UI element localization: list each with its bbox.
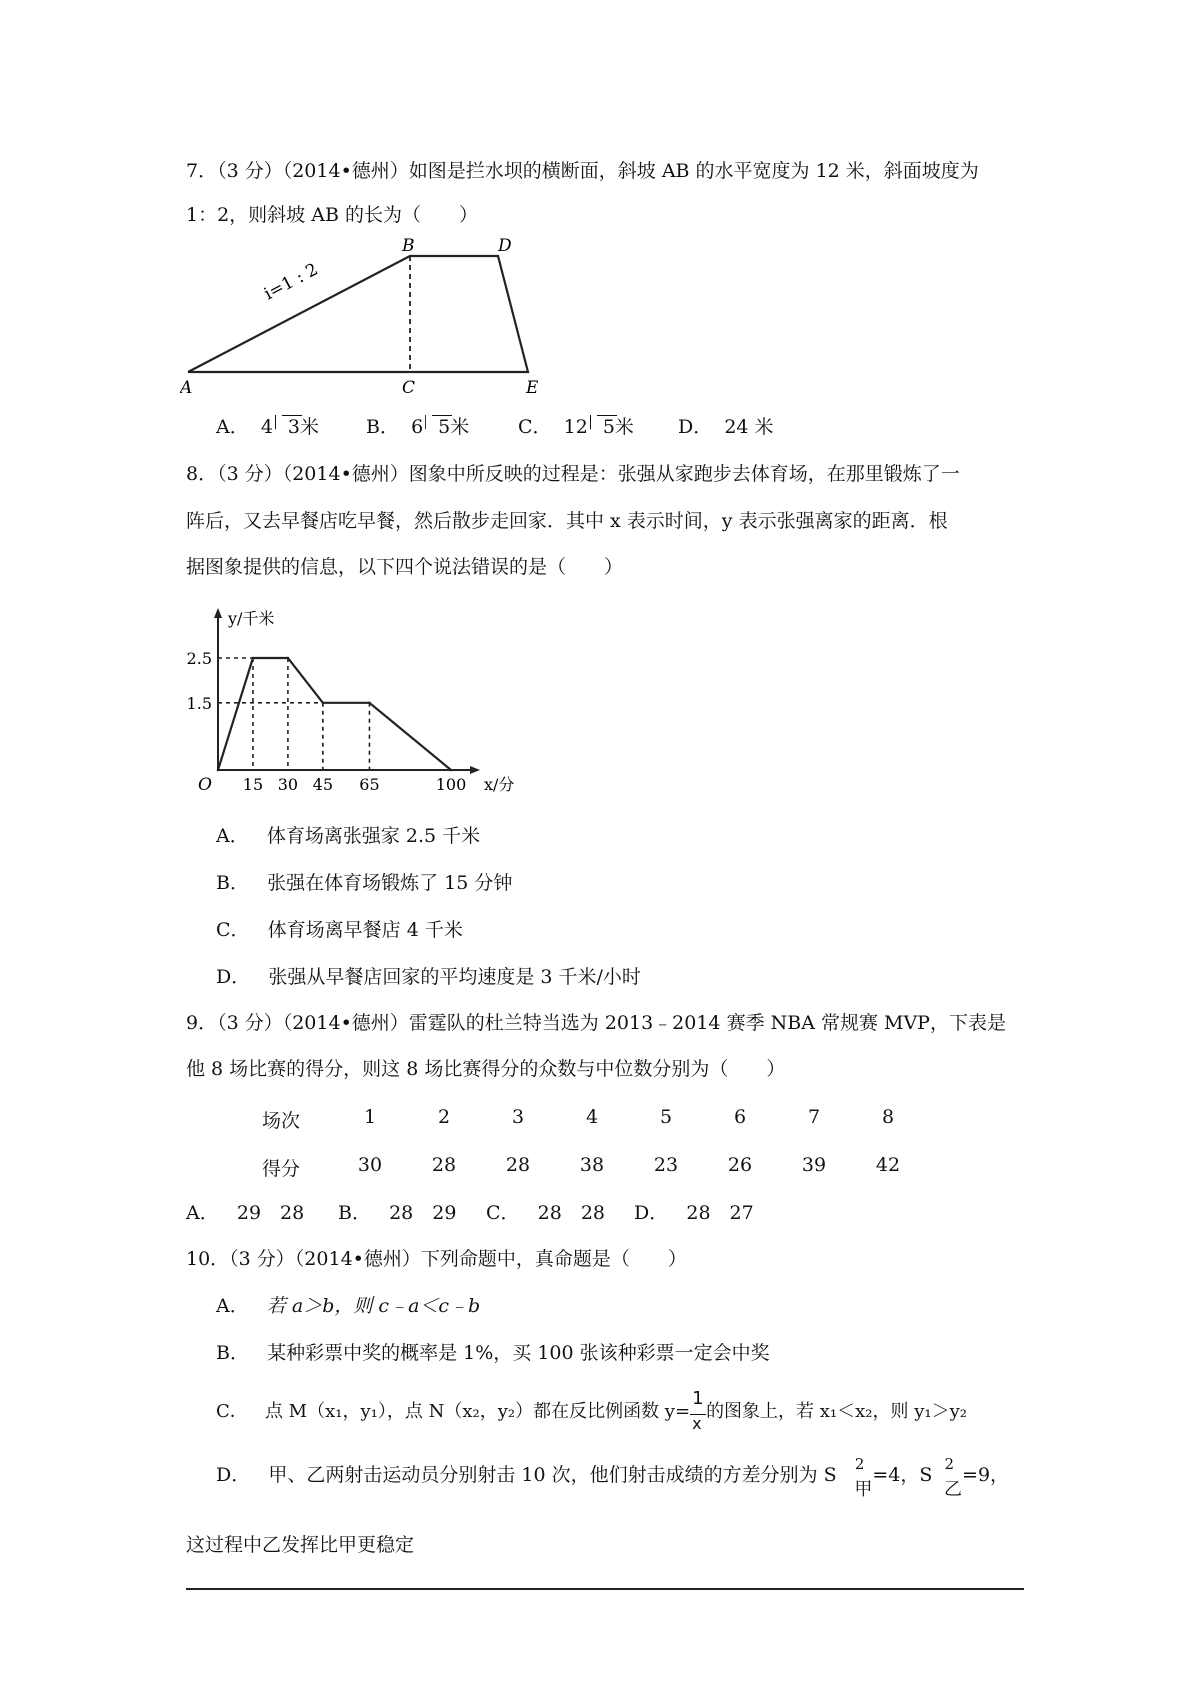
slope-label: i=1 : 2	[260, 259, 322, 305]
q7-option-d: D． 24 米	[678, 416, 774, 438]
q9-option-a: A． 29 28	[186, 1202, 305, 1224]
dam-cross-section-figure	[180, 238, 580, 398]
table-cell: 3	[511, 1106, 525, 1128]
x-axis-arrow	[470, 766, 480, 774]
distance-time-chart	[180, 602, 530, 802]
data-point	[217, 769, 220, 772]
x-tick-label: 15	[242, 775, 264, 794]
q9-line-2: 他 8 场比赛的得分，则这 8 场比赛得分的众数与中位数分别为（ ）	[186, 1058, 786, 1080]
x-tick-label: 30	[277, 775, 299, 794]
q8-option-d: D． 张强从早餐店回家的平均速度是 3 千米/小时	[216, 966, 641, 988]
q8-line-3: 据图象提供的信息，以下四个说法错误的是（ ）	[186, 556, 624, 578]
q10-option-a: A． 若 a＞b，则 c﹣a＜c﹣b	[216, 1295, 481, 1317]
q10-option-d-continuation: 这过程中乙发挥比甲更稳定	[186, 1534, 415, 1556]
sqrt-symbol: 3	[275, 418, 300, 437]
q7-option-a: A． 4 3米	[216, 416, 320, 438]
footer-divider	[186, 1588, 1024, 1590]
y-tick-label: 2.5	[186, 649, 212, 668]
q9-option-c: C． 28 28	[486, 1202, 606, 1224]
label-c: C	[402, 378, 416, 398]
table-cell: 39	[801, 1154, 827, 1176]
x-tick-label: 100	[435, 775, 467, 794]
q10-option-c: C． 点 M（x₁，y₁），点 N（x₂，y₂）都在反比例函数 y= $\frac{1}{x}$ 的图象上，若 x₁＜x₂，则 y₁＞y₂	[216, 1388, 968, 1433]
option-coef: 12	[563, 416, 588, 438]
table-cell: 6	[733, 1106, 747, 1128]
option-letter: D．	[678, 416, 713, 438]
q8-option-c: C． 体育场离早餐店 4 千米	[216, 919, 463, 941]
y-axis-title: y/千米	[228, 609, 275, 628]
table-cell: 2	[437, 1106, 451, 1128]
table-cell: 1	[363, 1106, 377, 1128]
table-cell: 28	[431, 1154, 457, 1176]
data-point	[287, 657, 290, 660]
option-letter: A．	[216, 416, 249, 438]
dam-outline	[188, 256, 528, 372]
label-e: E	[526, 378, 539, 398]
data-point	[368, 702, 371, 705]
table-cell: 42	[875, 1154, 901, 1176]
option-coef: 4	[260, 416, 273, 438]
data-point	[252, 657, 255, 660]
table-cell: 7	[807, 1106, 821, 1128]
option-letter: C．	[518, 416, 552, 438]
q7-line-1: 7．（3 分）（2014•德州）如图是拦水坝的横断面，斜坡 AB 的水平宽度为 12 米，斜面坡度为	[186, 160, 979, 182]
q9-option-d: D． 28 27	[634, 1202, 754, 1224]
q8-line-2: 阵后，又去早餐店吃早餐，然后散步走回家．其中 x 表示时间，y 表示张强离家的距离．根	[186, 510, 948, 532]
x-tick-label: 45	[312, 775, 334, 794]
q10-option-b: B． 某种彩票中奖的概率是 1%，买 100 张该种彩票一定会中奖	[216, 1342, 770, 1364]
x-axis-title: x/分	[484, 775, 515, 794]
table-cell: 38	[579, 1154, 605, 1176]
q8-option-b: B． 张强在体育场锻炼了 15 分钟	[216, 872, 513, 894]
label-a: A	[180, 378, 193, 398]
q8-option-a: A． 体育场离张强家 2.5 千米	[216, 825, 481, 847]
option-coef: 6	[411, 416, 424, 438]
table-cell: 5	[659, 1106, 673, 1128]
option-letter: B．	[366, 416, 399, 438]
x-tick-label: 65	[359, 775, 380, 794]
origin-label: O	[198, 775, 212, 795]
chart-layer	[187, 608, 515, 795]
table-row-header: 得分	[262, 1158, 301, 1180]
table-cell: 30	[357, 1154, 383, 1176]
table-row-header: 场次	[262, 1110, 301, 1132]
q7-option-b: B． 6 5米	[366, 416, 470, 438]
y-tick-label: 1.5	[186, 693, 212, 713]
q10-line-1: 10．（3 分）（2014•德州）下列命题中，真命题是（ ）	[186, 1248, 687, 1270]
q7-option-c: C． 12 5米	[518, 416, 634, 438]
sqrt-symbol: 5	[425, 418, 450, 437]
table-row-games	[262, 1106, 962, 1130]
table-cell: 23	[653, 1154, 679, 1176]
label-b: B	[402, 238, 415, 256]
sqrt-symbol: 5	[590, 418, 615, 437]
table-cell: 26	[727, 1154, 753, 1176]
table-cell: 28	[505, 1154, 531, 1176]
data-point	[450, 769, 453, 772]
q10-option-d: D． 甲、乙两射击运动员分别射击 10 次，他们射击成绩的方差分别为 S $^2$甲=4，S $^2$乙=9，	[216, 1455, 1010, 1500]
q8-line-1: 8．（3 分）（2014•德州）图象中所反映的过程是：张强从家跑步去体育场，在那里锻炼了一	[186, 463, 960, 485]
q9-option-b: B． 28 29	[338, 1202, 457, 1224]
table-row-scores	[262, 1154, 962, 1178]
label-d: D	[498, 238, 512, 256]
data-point	[322, 702, 325, 705]
table-cell: 8	[881, 1106, 895, 1128]
q7-line-2: 1：2，则斜坡 AB 的长为（ ）	[186, 204, 478, 226]
y-axis-arrow	[214, 608, 222, 618]
table-cell: 4	[585, 1106, 599, 1128]
q9-line-1: 9．（3 分）（2014•德州）雷霆队的杜兰特当选为 2013﹣2014 赛季 NBA 常规赛 MVP，下表是	[186, 1012, 1006, 1034]
